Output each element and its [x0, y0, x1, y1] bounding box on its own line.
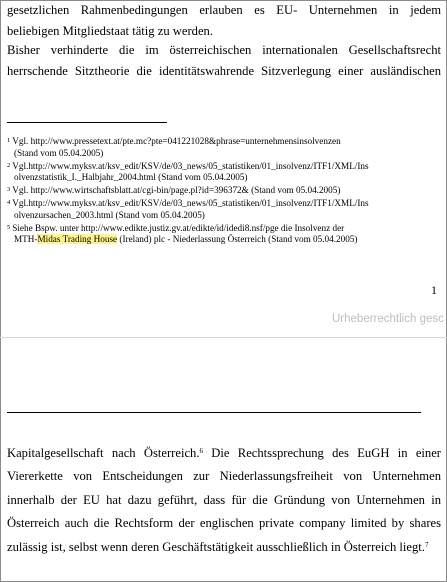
header-rule — [7, 412, 421, 413]
copyright-watermark: Urheberrechtlich gesc — [332, 313, 444, 325]
footnote-3 — [7, 185, 441, 197]
footnote-text[interactable]: Vgl. http://www.wirtschaftsblatt.at/cgi-bin/page.pl?id=396372& (Stand vom 05.04.2005) — [12, 185, 341, 196]
paragraph-rahmenbedingungen — [7, 0, 441, 42]
footnote-text[interactable]: Vgl. http://www.pressetext.at/pte.mc?pte=041221028&phrase=unternehmensinsolvenzen — [12, 136, 341, 146]
footnote-2 — [7, 161, 441, 185]
footnote-text-line2 — [7, 234, 441, 246]
footnote-number: 5 — [7, 223, 11, 231]
footnote-ref-6[interactable]: 6 — [199, 447, 203, 455]
text-line: gesetzlichen Rahmenbedingungen erlauben es EU- Unternehmen in jedem — [7, 3, 441, 17]
text-line: Bisher verhinderte die im österreichischen internationalen Gesellschaftsrecht — [7, 43, 441, 57]
footnote-text[interactable]: Siehe Bspw. unter http://www.edikte.justiz.gv.at/edikte/id/idedi8.nsf/pge die Insolvenz der — [12, 222, 345, 233]
footnote-text[interactable]: Vgl.http://www.myksv.at/ksv_edit/KSV/de/03_news/05_statistiken/01_insolvenz/ITF1/XML/Ins — [12, 160, 369, 171]
footnote-text[interactable]: Vgl.http://www.myksv.at/ksv_edit/KSV/de/03_news/05_statistiken/01_insolvenz/ITF1/XML/Ins — [12, 197, 369, 208]
paragraph-sitztheorie — [7, 40, 441, 82]
footnote-number: 3 — [7, 186, 11, 194]
page-number: 1 — [431, 283, 437, 297]
footnote-text: (Ireland) plc - Niederlassung Österreich (Stand vom 05.04.2005) — [117, 234, 358, 245]
footnote-text: olvenzursachen_2003.html (Stand vom 05.04.2005) — [14, 209, 205, 220]
footnotes-list — [7, 136, 441, 247]
footnote-separator — [7, 122, 167, 123]
highlighted-text: Midas Trading House — [37, 234, 118, 245]
page-break-line — [0, 337, 447, 338]
footnote-number: 2 — [7, 161, 11, 169]
footnote-1 — [7, 136, 441, 160]
footnote-5 — [7, 223, 441, 247]
text-line: herrschende Sitztheorie die identitätswahrende Sitzverlegung einer ausländischen — [7, 64, 441, 78]
footnote-4 — [7, 198, 441, 222]
footnote-number: 1 — [7, 137, 11, 144]
footnote-number: 4 — [7, 198, 11, 206]
footnote-text: olvenzstatistik_I._Halbjahr_2004.html (Stand vom 05.04.2005) — [14, 172, 248, 183]
body-text: Kapitalgesellschaft nach Österreich. — [7, 446, 200, 460]
body-text: Die Rechtssprechung des EuGH in einer Viererkette von Entscheidungen zur Niederlassungsfreiheit von Unternehmen innerhalb der EU hat dazu geführt, dass für die Gründung von Unternehmen in Österreich auch die Rechtsform der englischen private company limited by shares zulässig ist, selbst wenn deren Geschäftstätigkeit ausschließlich in Österreich liegt. — [7, 446, 441, 554]
footnote-text: MTH- — [14, 234, 38, 245]
paragraph-kapitalgesellschaft — [7, 442, 441, 559]
footnote-ref-7[interactable]: 7 — [424, 540, 429, 549]
footnote-text: (Stand vom 05.04.2005) — [14, 147, 104, 158]
text-line: beliebigen Mitgliedstaat tätig zu werden. — [7, 24, 213, 38]
